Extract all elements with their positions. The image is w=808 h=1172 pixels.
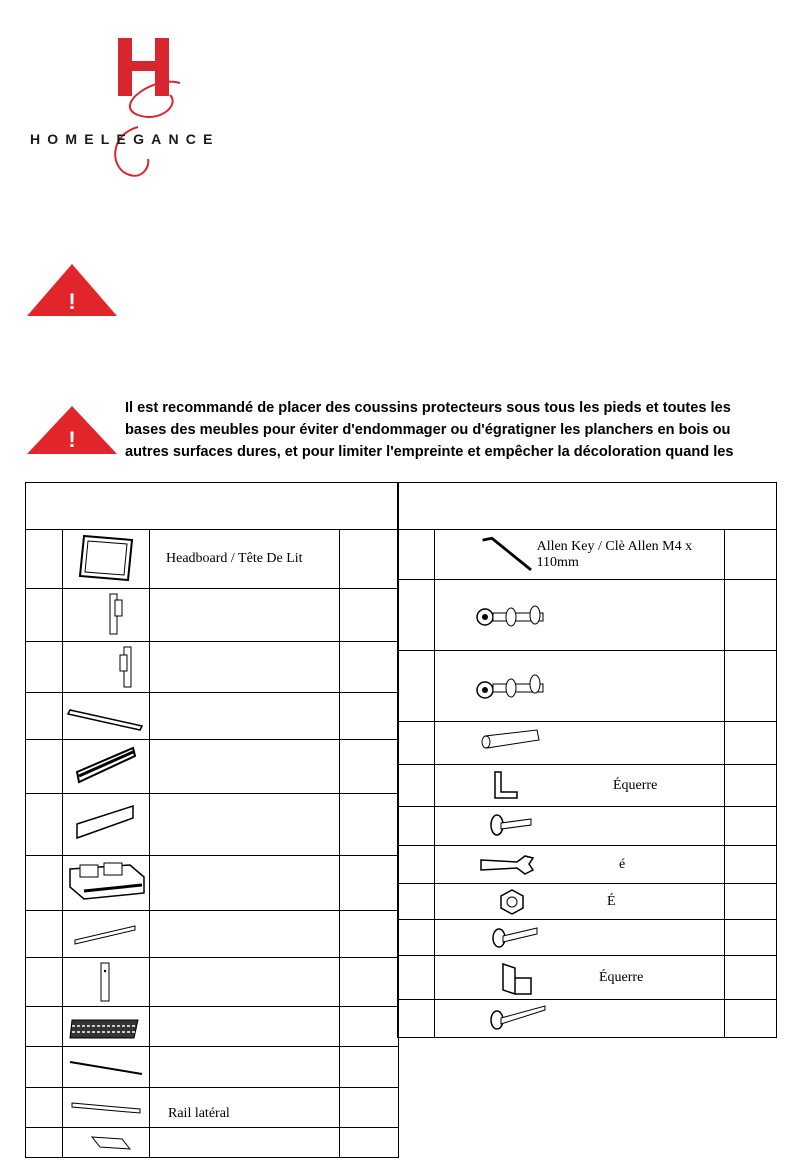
notice-line: Il est recommandé de placer des coussins protecteurs sous tous les pieds et toutes les: [125, 400, 731, 416]
logo-monogram-letter: H: [30, 35, 31, 36]
leg-post-icon: [96, 959, 116, 1005]
table-row: [26, 794, 399, 856]
dowel-icon: [477, 726, 547, 756]
support-rail-icon: [71, 916, 141, 952]
side-rail-icon: [68, 1095, 144, 1121]
part-label: Headboard / Tête De Lit: [150, 530, 340, 589]
bolt-set-icon: [475, 593, 555, 633]
brand-name: HOMELEGANCE: [30, 131, 220, 147]
warning-triangle-icon: [25, 404, 119, 461]
homelegance-logo: [30, 35, 270, 185]
side-panel-icon: [71, 800, 141, 850]
footboard-rail-icon: [71, 742, 141, 792]
parts-table-right: [397, 482, 777, 1038]
table-row: [398, 530, 777, 580]
part-label: É: [607, 893, 616, 909]
notice-line: autres surfaces dures, et pour limiter l'empreinte et empêcher la décoloration quand les: [125, 444, 734, 460]
slat-roll-icon: [68, 1012, 144, 1042]
drawer-unit-icon: [64, 857, 148, 909]
parts-table-left: [25, 482, 399, 1158]
notice-line: bases des meubles pour éviter d'endommager ou d'égratigner les planchers en bois ou: [125, 422, 731, 438]
screw-icon: [487, 809, 537, 839]
bracket-left-icon: [106, 590, 126, 640]
svg-text:!: !: [68, 427, 76, 452]
table-row: [26, 530, 399, 589]
part-label: Équerre: [599, 969, 644, 985]
table-row: [26, 1047, 399, 1088]
table-row: [398, 651, 777, 722]
allen-key-icon: [477, 533, 537, 577]
table-row: [26, 740, 399, 794]
corner-bracket-icon: [497, 958, 535, 998]
table-row: [26, 693, 399, 740]
table-row: [398, 580, 777, 651]
svg-text:!: !: [68, 289, 76, 314]
wood-screw-icon: [489, 920, 543, 950]
table-row: [26, 856, 399, 911]
table-row: [398, 722, 777, 765]
warning-triangle-icon: [25, 262, 119, 323]
table-row: [398, 807, 777, 846]
bolt-set-icon: [475, 664, 555, 704]
thin-rail-icon: [68, 1054, 144, 1080]
table-row: [26, 911, 399, 958]
table-row: [26, 1007, 399, 1047]
table-row: [26, 589, 399, 642]
part-label: é: [619, 856, 626, 872]
brand-monogram-icon: [30, 35, 270, 185]
part-label: Rail latéral: [150, 1088, 340, 1128]
table-row: [398, 956, 777, 1000]
table-row: [26, 1088, 399, 1128]
slat-rail-icon: [66, 696, 146, 736]
long-screw-icon: [485, 1000, 551, 1032]
headboard-icon: [74, 530, 138, 588]
hex-nut-icon: [497, 887, 527, 917]
table-row: [398, 884, 777, 920]
table-row: [398, 765, 777, 807]
table-header-row: [26, 483, 399, 530]
part-label: Allen Key / Clè Allen M4 x 110mm: [536, 538, 693, 570]
table-header-row: [398, 483, 777, 530]
table-row: [26, 1128, 399, 1158]
l-bracket-icon: [489, 768, 523, 804]
floor-protection-notice: [125, 397, 785, 463]
panel-board-icon: [76, 1131, 136, 1155]
table-row: [398, 920, 777, 956]
table-row: [398, 846, 777, 884]
part-label: Équerre: [613, 777, 658, 793]
bracket-right-icon: [117, 643, 137, 691]
table-row: [398, 1000, 777, 1038]
table-row: [26, 642, 399, 693]
wrench-icon: [477, 850, 537, 880]
table-row: [26, 958, 399, 1007]
